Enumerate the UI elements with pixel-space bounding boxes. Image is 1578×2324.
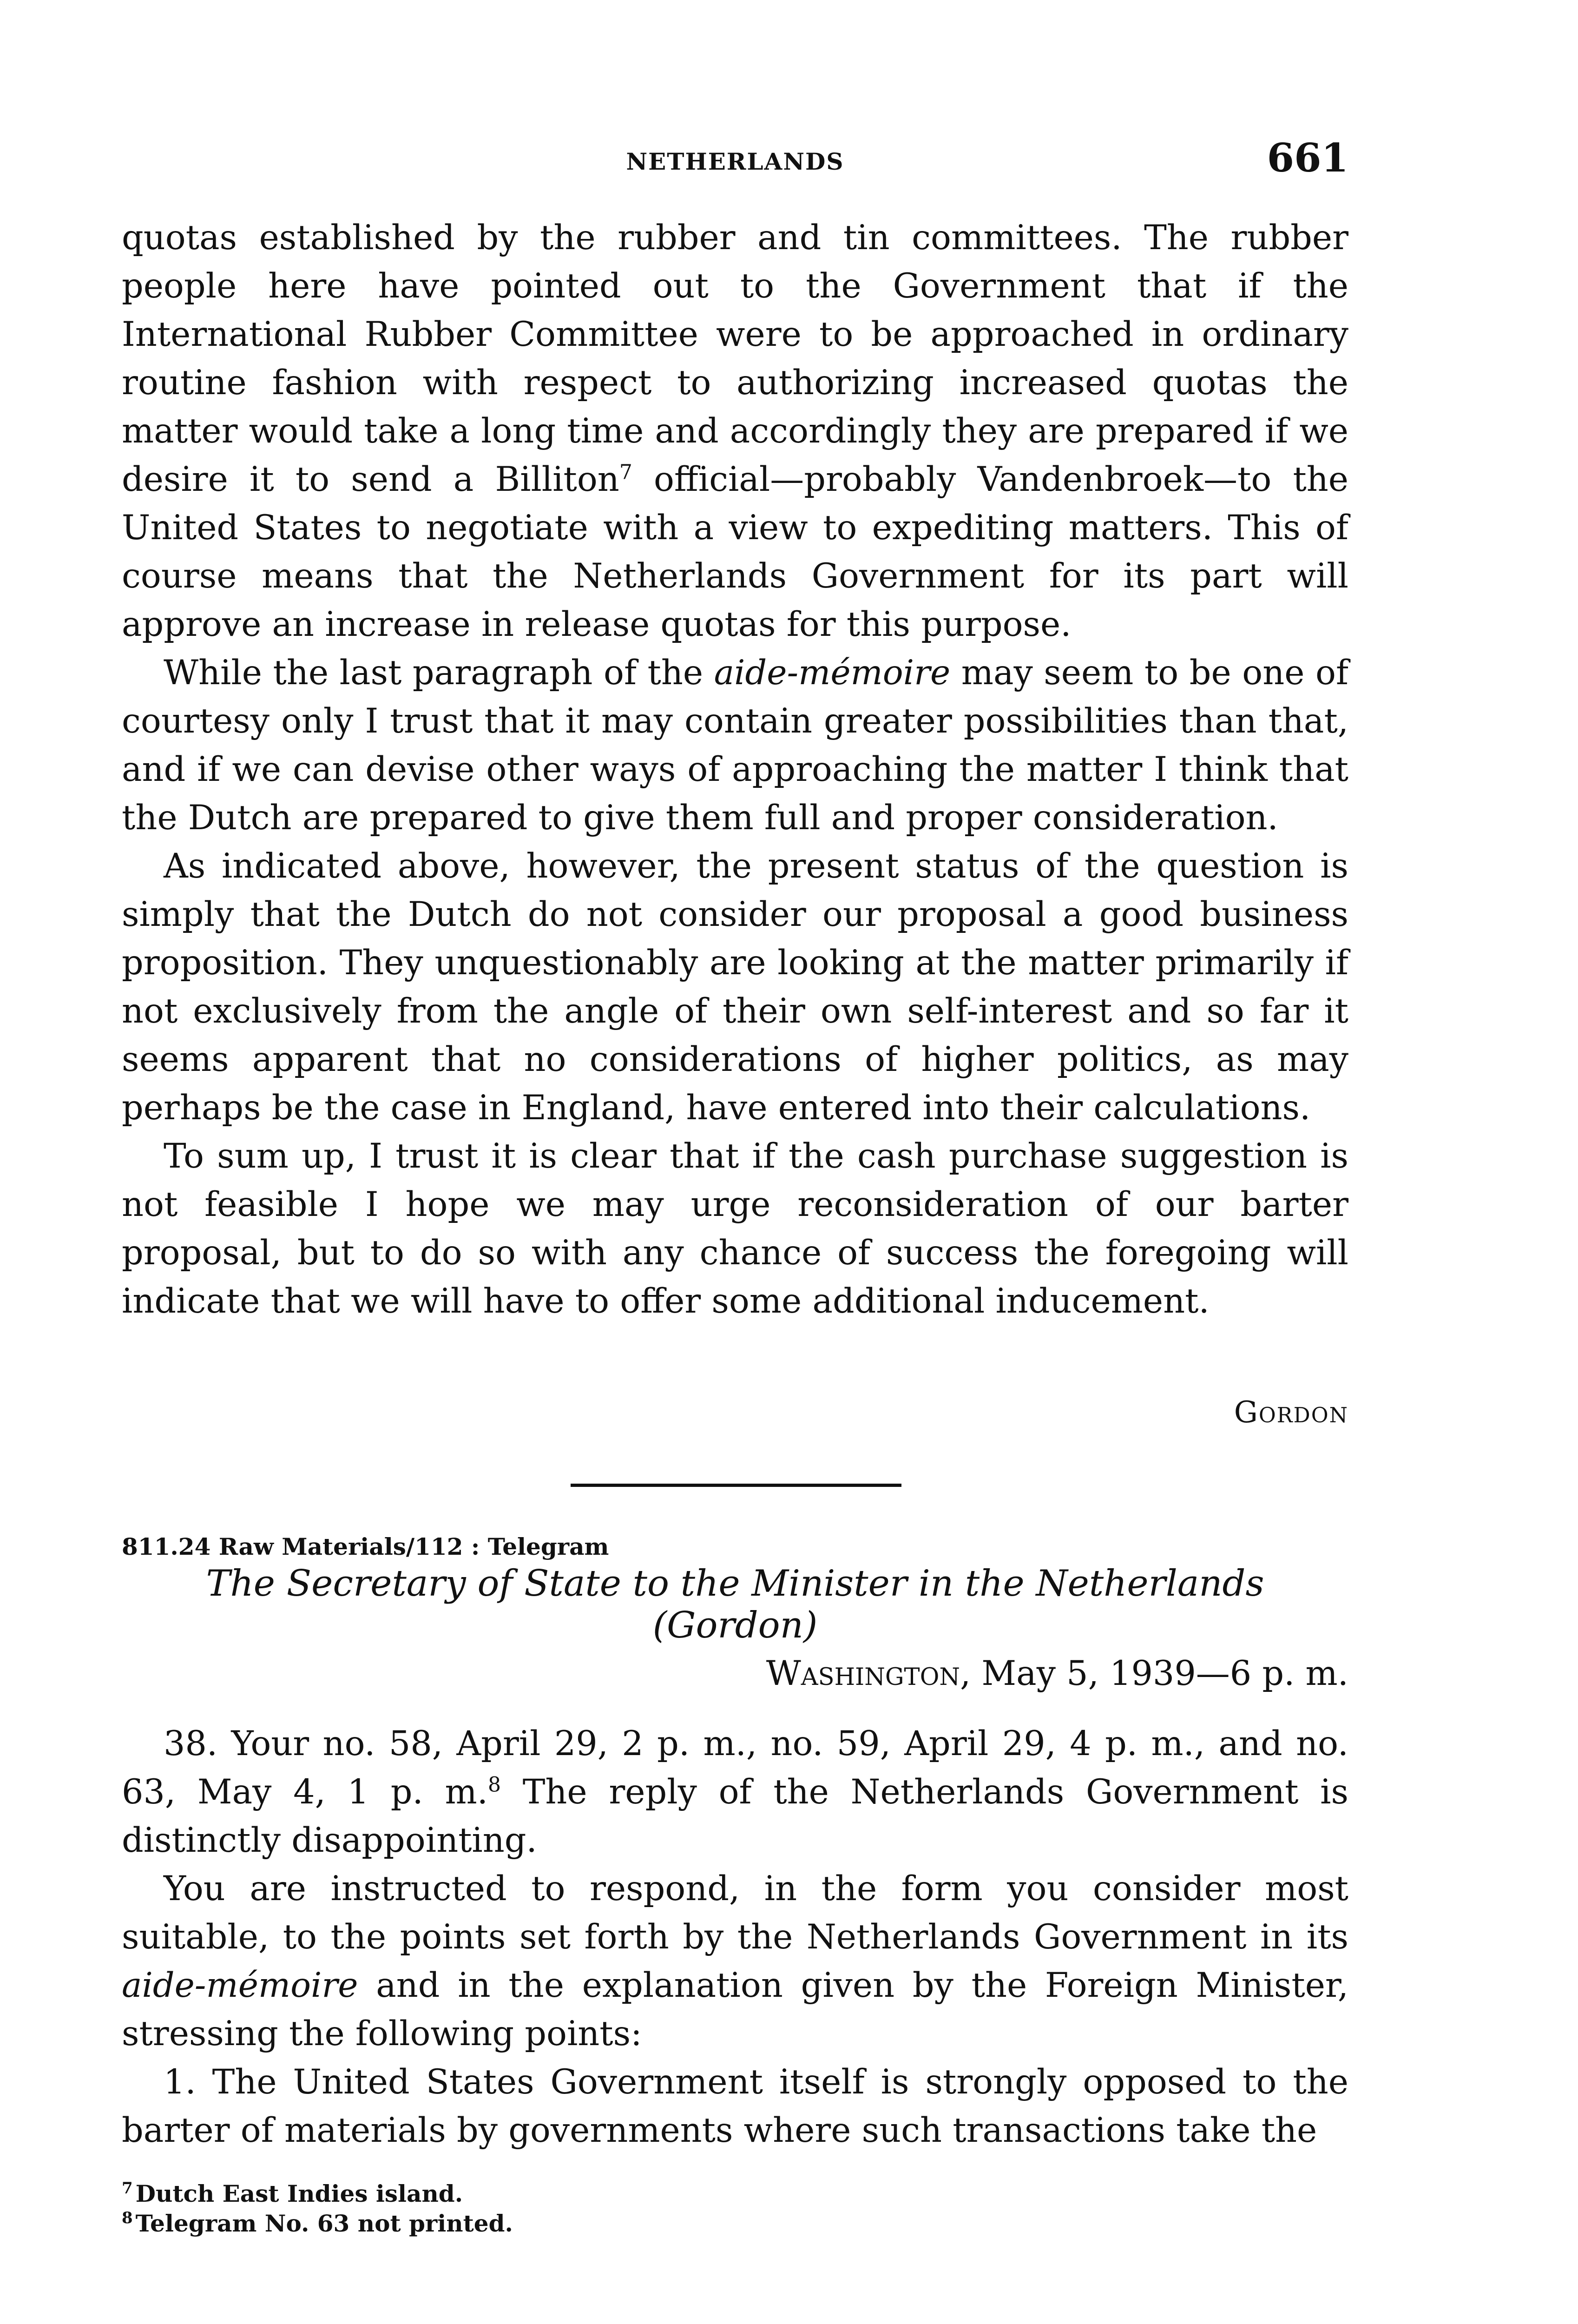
telegram-paragraph-2-italic: aide-mémoire: [122, 1966, 358, 2005]
telegram-paragraph-2: [122, 1865, 1348, 2058]
letter-paragraph-1-text: quotas established by the rubber and tin committees. The rubber people here have pointed out to the Government that if the International Rubber Committee were to be approached in ordinary routine fashion with respect to authorizing increased quotas the matter would take a long time and accordingly they are prepared if we desire it to send a Billiton: [122, 218, 1348, 499]
document-title: The Secretary of State to the Minister in the Netherlands (Gordon): [206, 1563, 1264, 1646]
dateline: [766, 1654, 1348, 1693]
telegram-body: [122, 1720, 1348, 2155]
footnote-7: [122, 2179, 865, 2209]
footnote-7-mark: 7: [122, 2179, 133, 2198]
footnote-8: [122, 2209, 865, 2238]
letter-paragraph-1: [122, 214, 1348, 649]
telegram-paragraph-1: [122, 1720, 1348, 1865]
letter-paragraph-1-continuation: official—probably Vandenbroek—to the United States to negotiate with a view to expediting matters. This of course means that the Netherlands Government for its part will approve an increase in release quotas for this purpose.: [122, 460, 1349, 644]
footnote-7-text: Dutch East Indies island.: [135, 2180, 463, 2207]
page-header: [122, 135, 1348, 191]
footnote-ref-7: 7: [619, 460, 632, 484]
telegram-paragraph-2-after: and in the explanation given by the Foreign Minister, stressing the following points:: [122, 1966, 1348, 2053]
letter-paragraph-2-after: may seem to be one of courtesy only I trust that it may contain greater possibilities than that, and if we can devise other ways of approaching the matter I think that the Dutch are prepared to give them full and proper consideration.: [122, 653, 1348, 838]
file-reference: 811.24 Raw Materials/112 : Telegram: [122, 1533, 609, 1560]
footnotes: [122, 2179, 865, 2238]
telegram-paragraph-3: 1. The United States Government itself is strongly opposed to the barter of materials by governments where such transactions take the: [122, 2062, 1348, 2150]
letter-paragraph-4: To sum up, I trust it is clear that if the cash purchase suggestion is not feasible I hope we may urge reconsideration of our barter proposal, but to do so with any chance of success the foregoing will indicate that we will have to offer some additional inducement.: [122, 1136, 1348, 1321]
telegram-paragraph-1-after: The reply of the Netherlands Government is distinctly disappointing.: [122, 1772, 1348, 1860]
letter-paragraph-2-italic: aide-mémoire: [714, 653, 951, 693]
page-number: 661: [1267, 135, 1348, 181]
footnote-8-text: Telegram No. 63 not printed.: [135, 2210, 513, 2237]
letter-paragraph-2: [122, 649, 1348, 842]
running-title: NETHERLANDS: [626, 148, 844, 175]
telegram-paragraph-1-before: 38. Your no. 58, April 29, 2 p. m., no. 59, April 29, 4 p. m., and no. 63, May 4, 1 p. m.: [122, 1724, 1348, 1812]
letter-body: [122, 214, 1348, 1326]
footnote-ref-8: 8: [487, 1773, 501, 1797]
dateline-date: , May 5, 1939—6 p. m.: [960, 1654, 1348, 1693]
dateline-place: Washington: [766, 1654, 960, 1693]
signature: Gordon: [1234, 1395, 1348, 1430]
section-divider: [571, 1484, 901, 1487]
telegram-paragraph-2-before: You are instructed to respond, in the form you consider most suitable, to the points set forth by the Netherlands Government in its: [122, 1869, 1348, 1957]
letter-paragraph-2-before: While the last paragraph of the: [164, 653, 714, 693]
footnote-8-mark: 8: [122, 2209, 133, 2228]
letter-paragraph-3: As indicated above, however, the present status of the question is simply that the Dutch do not consider our proposal a good business proposition. They unquestionably are looking at the matter primarily if not exclusively from the angle of their own self-interest and so far it seems apparent that no considerations of higher politics, as may perhaps be the case in England, have entered into their calculations.: [122, 846, 1348, 1128]
